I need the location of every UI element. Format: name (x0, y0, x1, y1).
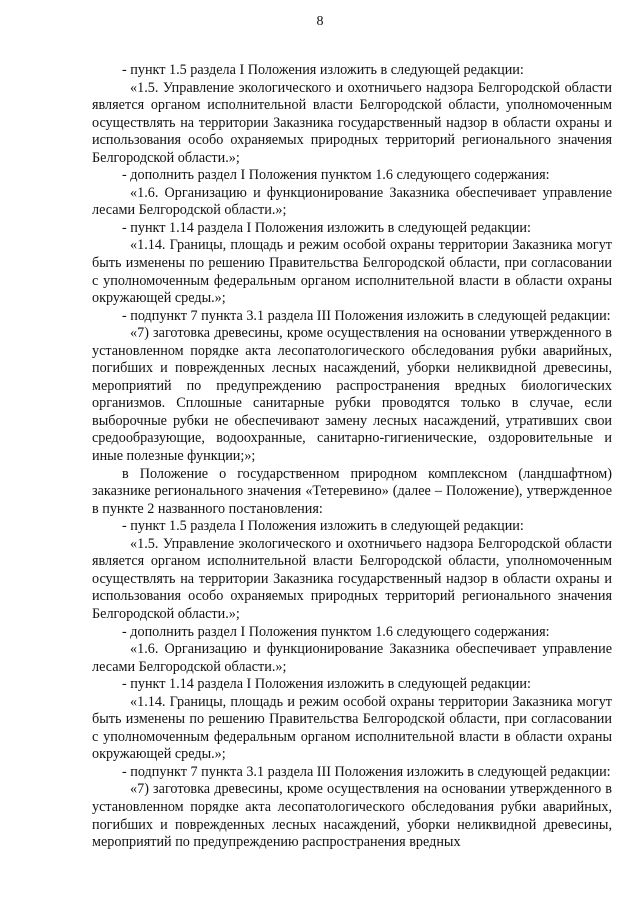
paragraph-instruction: - пункт 1.14 раздела I Положения изложить в следующей редакции: (122, 676, 531, 693)
paragraph-quote: «7) заготовка древесины, кроме осуществления на основании утвержденного в установленном порядке акта лесопатологического обследования рубки аварийных, погибших и поврежденных лесных насаждений, уборки неликвидной древесины, мероприятий по предупреждению распространения вредных биологических организмов. Сплошные санитарные рубки проводятся только в случае, если выборочные рубки не обеспечивают замену лесных насаждений, утративших свои средообразующие, водоохранные, санитарно-гигиенические, оздоровительные и иные полезные функции;»; (92, 325, 612, 465)
paragraph-quote: «1.5. Управление экологического и охотничьего надзора Белгородской области является органом исполнительной власти Белгородской области, уполномоченным осуществлять на территории Заказника государственный надзор в области охраны и использования особо охраняемых природных территорий регионального значения Белгородской области.»; (92, 79, 612, 166)
paragraph-quote: «1.6. Организацию и функционирование Заказника обеспечивает управление лесами Белгородской области.»; (92, 641, 612, 675)
paragraph-instruction: - пункт 1.5 раздела I Положения изложить в следующей редакции: (122, 518, 524, 535)
paragraph-instruction: - подпункт 7 пункта 3.1 раздела III Положения изложить в следующей редакции: (122, 763, 611, 780)
paragraph-instruction: - подпункт 7 пункта 3.1 раздела III Положения изложить в следующей редакции: (122, 307, 611, 324)
page-number: 8 (316, 14, 324, 29)
paragraph-quote: «1.6. Организацию и функционирование Заказника обеспечивает управление лесами Белгородской области.»; (92, 184, 612, 219)
paragraph-instruction: - пункт 1.5 раздела I Положения изложить в следующей редакции: (122, 62, 524, 78)
paragraph-quote: «1.14. Границы, площадь и режим особой охраны территории Заказника могут быть изменены по решению Правительства Белгородской области, при согласовании с уполномоченным федеральным органом исполнительной власти в области охраны окружающей среды.»; (92, 237, 612, 307)
paragraph-quote: «1.5. Управление экологического и охотничьего надзора Белгородской области является органом исполнительной власти Белгородской области, уполномоченным осуществлять на территории Заказника государственный надзор в области охраны и использования особо охраняемых природных территорий регионального значения Белгородской области.»; (92, 535, 612, 622)
document-body (92, 62, 612, 852)
paragraph-instruction: в Положение о государственном природном комплексном (ландшафтном) заказнике регионального значения «Тетеревино» (далее – Положение), утвержденное в пункте 2 названного постановления: (92, 465, 612, 517)
paragraph-quote: «1.14. Границы, площадь и режим особой охраны территории Заказника могут быть изменены по решению Правительства Белгородской области, при согласовании с уполномоченным федеральным органом исполнительной власти в области охраны окружающей среды.»; (92, 693, 612, 763)
paragraph-instruction: - дополнить раздел I Положения пунктом 1.6 следующего содержания: (122, 623, 550, 640)
paragraph-instruction: - пункт 1.14 раздела I Положения изложить в следующей редакции: (122, 219, 531, 236)
paragraph-quote: «7) заготовка древесины, кроме осуществления на основании утвержденного в установленном порядке акта лесопатологического обследования рубки аварийных, погибших и поврежденных лесных насаждений, уборки неликвидной древесины, мероприятий по предупреждению распространения вредных (92, 781, 612, 851)
paragraph-instruction: - дополнить раздел I Положения пунктом 1.6 следующего содержания: (122, 167, 550, 184)
